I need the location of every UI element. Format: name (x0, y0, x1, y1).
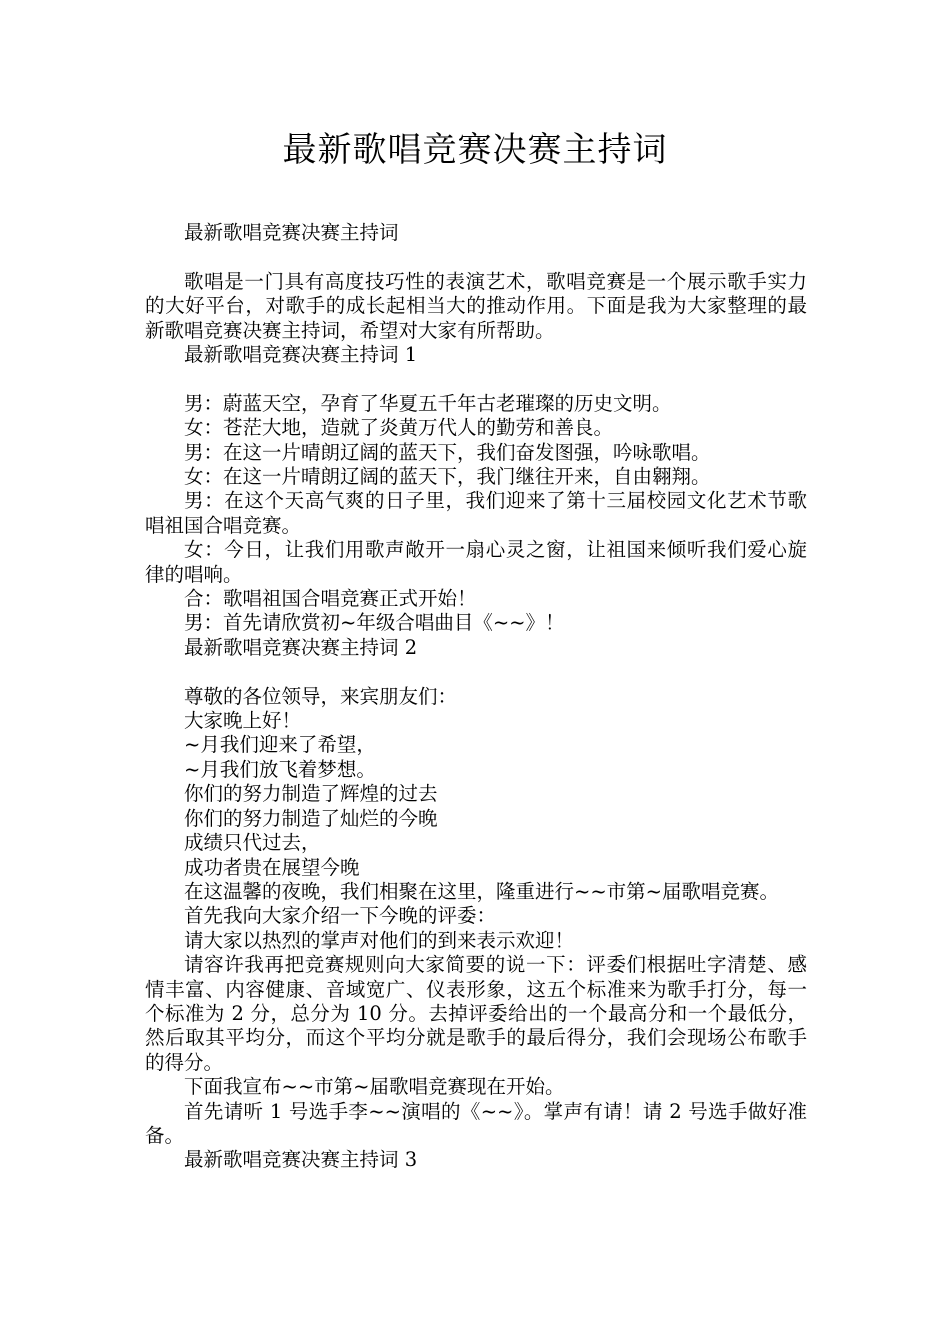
script-line: 大家晚上好！ (184, 709, 302, 733)
script-line: 成绩只代过去， (184, 831, 321, 855)
script-line: 男：在这一片晴朗辽阔的蓝天下，我们奋发图强，吟咏歌唱。 (184, 440, 711, 464)
script-line: 男：首先请欣赏初~年级合唱曲目《~~》！ (184, 611, 565, 635)
script-line: 下面我宣布~~市第~届歌唱竞赛现在开始。 (184, 1075, 565, 1099)
script-line: 合：歌唱祖国合唱竞赛正式开始！ (184, 587, 477, 611)
script-line: 男：在这个天高气爽的日子里，我们迎来了第十三届校园文化艺术节歌唱祖国合唱竞赛。 (145, 489, 807, 537)
script-line: ~月我们放飞着梦想。 (184, 757, 376, 781)
script-line: 首先请听 1 号选手李~~演唱的《~~》。掌声有请！请 2 号选手做好准备。 (145, 1099, 807, 1147)
script-line: 你们的努力制造了灿烂的今晚 (184, 806, 438, 830)
section-heading-2: 最新歌唱竞赛决赛主持词 2 (184, 635, 418, 659)
paragraph-gap (145, 245, 807, 269)
script-line: 女：今日，让我们用歌声敞开一扇心灵之窗，让祖国来倾听我们爱心旋律的唱响。 (145, 538, 807, 586)
paragraph-gap (145, 367, 807, 391)
intro-paragraph: 歌唱是一门具有高度技巧性的表演艺术，歌唱竞赛是一个展示歌手实力的大好平台，对歌手的成长起相当大的推动作用。下面是我为大家整理的最新歌唱竞赛决赛主持词，希望对大家有所帮助。 (145, 269, 807, 342)
paragraph-gap (145, 660, 807, 684)
script-line: 首先我向大家介绍一下今晚的评委： (184, 904, 497, 928)
subtitle-paragraph: 最新歌唱竞赛决赛主持词 (184, 221, 399, 244)
script-line: ~月我们迎来了希望， (184, 733, 376, 757)
script-line: 你们的努力制造了辉煌的过去 (184, 782, 438, 806)
document-title: 最新歌唱竞赛决赛主持词 (282, 130, 668, 170)
section-heading-1: 最新歌唱竞赛决赛主持词 1 (184, 343, 418, 367)
document-body (145, 221, 807, 1173)
script-line: 请大家以热烈的掌声对他们的到来表示欢迎！ (184, 928, 575, 952)
section-heading-3: 最新歌唱竞赛决赛主持词 3 (184, 1148, 418, 1172)
script-line: 男：蔚蓝天空，孕育了华夏五千年古老璀璨的历史文明。 (184, 391, 672, 415)
script-line: 在这温馨的夜晚，我们相聚在这里，隆重进行~~市第~届歌唱竞赛。 (184, 879, 780, 903)
script-line: 女：苍茫大地，造就了炎黄万代人的勤劳和善良。 (184, 416, 614, 440)
rules-paragraph: 请容许我再把竞赛规则向大家简要的说一下：评委们根据吐字清楚、感情丰富、内容健康、音域宽广、仪表形象，这五个标准来为歌手打分，每一个标准为 2 分，总分为 10 分。去掉评委给出的一个最高分和一个最低分，然后取其平均分，而这个平均分就是歌手的最后得分，我们会现场公布歌手的得分。 (145, 953, 807, 1074)
script-line: 女：在这一片晴朗辽阔的蓝天下，我门继往开来，自由翱翔。 (184, 465, 711, 489)
script-line: 成功者贵在展望今晚 (184, 855, 360, 879)
script-line: 尊敬的各位领导，来宾朋友们： (184, 684, 458, 708)
